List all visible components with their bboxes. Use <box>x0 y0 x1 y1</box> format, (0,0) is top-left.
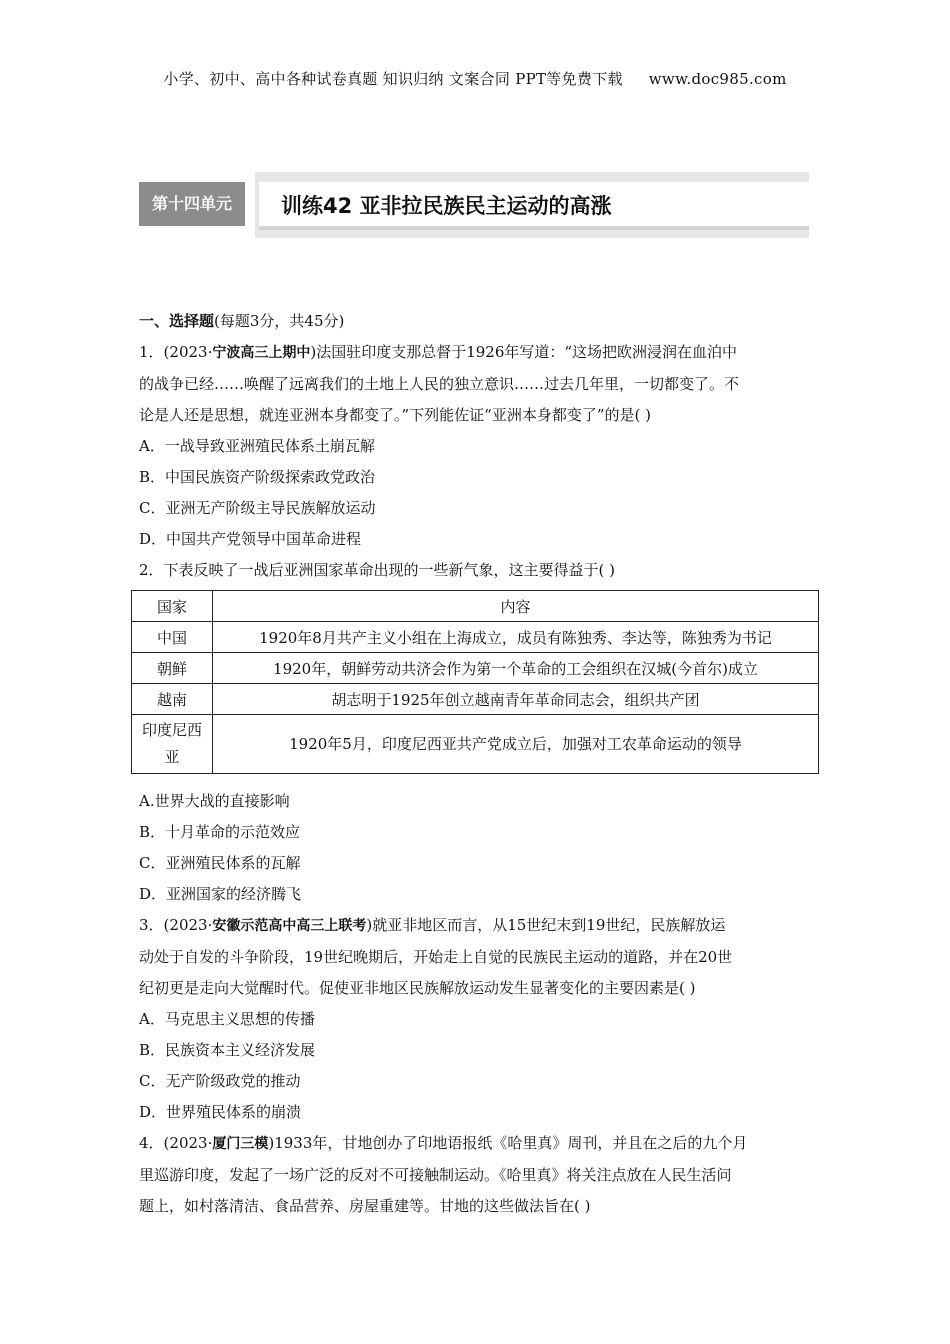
exam-content <box>139 306 819 1222</box>
q2-option-d[interactable]: D．亚洲国家的经济腾飞 <box>139 885 302 903</box>
unit-header <box>139 172 809 244</box>
question-1 <box>139 337 819 555</box>
q1-option-a[interactable]: A．一战导致亚洲殖民体系土崩瓦解 <box>139 437 375 455</box>
table-row <box>132 715 819 774</box>
q4-line-1 <box>139 1128 819 1160</box>
table-cell-country: 印度尼西亚 <box>132 715 213 774</box>
q1-source-close: ) <box>310 343 317 361</box>
q2-option-c[interactable]: C．亚洲殖民体系的瓦解 <box>139 854 301 872</box>
q3-option-a[interactable]: A．马克思主义思想的传播 <box>139 1010 315 1028</box>
question-2 <box>139 555 819 910</box>
section-heading <box>139 306 819 337</box>
q1-option-c[interactable]: C．亚洲无产阶级主导民族解放运动 <box>139 499 376 517</box>
q3-source-open: (2023· <box>163 916 213 934</box>
table-header-content: 内容 <box>213 591 819 622</box>
table-row <box>132 653 819 684</box>
q1-number: 1． <box>139 343 164 361</box>
q1-source-open: (2023· <box>163 343 213 361</box>
q3-number: 3． <box>139 916 164 934</box>
q3-option-b[interactable]: B．民族资本主义经济发展 <box>139 1041 316 1059</box>
table-cell-content: 胡志明于1925年创立越南青年革命同志会，组织共产团 <box>213 684 819 715</box>
title-box <box>255 172 809 238</box>
page-title: 训练42 亚非拉民族民主运动的高涨 <box>259 182 809 230</box>
q1-option-d[interactable]: D．中国共产党领导中国革命进程 <box>139 530 362 548</box>
q3-option-c[interactable]: C．无产阶级政党的推动 <box>139 1072 301 1090</box>
table-cell-content: 1920年5月，印度尼西亚共产党成立后，加强对工农革命运动的领导 <box>213 715 819 774</box>
q2-table <box>131 590 819 774</box>
table-cell-content: 1920年，朝鲜劳动共济会作为第一个革命的工会组织在汉城(今首尔)成立 <box>213 653 819 684</box>
section-title: 一、选择题 <box>139 312 215 330</box>
table-cell-country: 越南 <box>132 684 213 715</box>
q3-text-1: 就亚非地区而言，从15世纪末到19世纪，民族解放运 <box>372 916 726 934</box>
table-row <box>132 684 819 715</box>
q2-option-a[interactable]: A.世界大战的直接影响 <box>139 792 290 810</box>
q1-line-3: 论是人还是思想，就连亚洲本身都变了。”下列能佐证“亚洲本身都变了”的是( ) <box>139 406 651 424</box>
q1-line-2: 的战争已经……唤醒了远离我们的土地上人民的独立意识……过去几年里，一切都变了。不 <box>139 375 740 393</box>
q4-text-1: 1933年，甘地创办了印地语报纸《哈里真》周刊，并且在之后的九个月 <box>274 1134 748 1152</box>
table-cell-country: 中国 <box>132 622 213 653</box>
table-header-country: 国家 <box>132 591 213 622</box>
q4-line-3: 题上，如村落清洁、食品营养、房屋重建等。甘地的这些做法旨在( ) <box>139 1197 591 1215</box>
q3-line-2: 动处于自发的斗争阶段，19世纪晚期后，开始走上自觉的民族民主运动的道路，并在20世 <box>139 948 733 966</box>
q4-source: 厦门三模 <box>212 1136 269 1152</box>
q1-text-1: 法国驻印度支那总督于1926年写道：“这场把欧洲浸润在血泊中 <box>316 343 738 361</box>
table-cell-content: 1920年8月共产主义小组在上海成立，成员有陈独秀、李达等，陈独秀为书记 <box>213 622 819 653</box>
top-banner <box>0 68 950 89</box>
q1-line-1 <box>139 337 819 369</box>
q3-line-3: 纪初更是走向大觉醒时代。促使亚非地区民族解放运动发生显著变化的主要因素是( ) <box>139 979 696 997</box>
q4-source-open: (2023· <box>163 1134 213 1152</box>
banner-url[interactable]: www.doc985.com <box>648 70 787 88</box>
q4-source-close: ) <box>268 1134 275 1152</box>
q4-number: 4． <box>139 1134 164 1152</box>
q3-option-d[interactable]: D．世界殖民体系的崩溃 <box>139 1103 302 1121</box>
q2-stem: 2．下表反映了一战后亚洲国家革命出现的一些新气象，这主要得益于( ) <box>139 561 616 579</box>
banner-text: 小学、初中、高中各种试卷真题 知识归纳 文案合同 PPT等免费下载 <box>163 70 623 88</box>
q2-option-b[interactable]: B．十月革命的示范效应 <box>139 823 301 841</box>
q3-source: 安徽示范高中高三上联考 <box>212 918 367 934</box>
q4-line-2: 里巡游印度，发起了一场广泛的反对不可接触制运动。《哈里真》将关注点放在人民生活问 <box>139 1166 732 1184</box>
table-row <box>132 622 819 653</box>
table-header-row <box>132 591 819 622</box>
q1-source: 宁波高三上期中 <box>212 345 311 361</box>
question-3 <box>139 910 819 1128</box>
q1-option-b[interactable]: B．中国民族资产阶级探索政党政治 <box>139 468 376 486</box>
table-cell-country: 朝鲜 <box>132 653 213 684</box>
question-4 <box>139 1128 819 1222</box>
q3-source-close: ) <box>366 916 373 934</box>
section-note: (每题3分，共45分) <box>214 312 345 330</box>
q3-line-1 <box>139 910 819 942</box>
unit-tag: 第十四单元 <box>139 182 245 226</box>
